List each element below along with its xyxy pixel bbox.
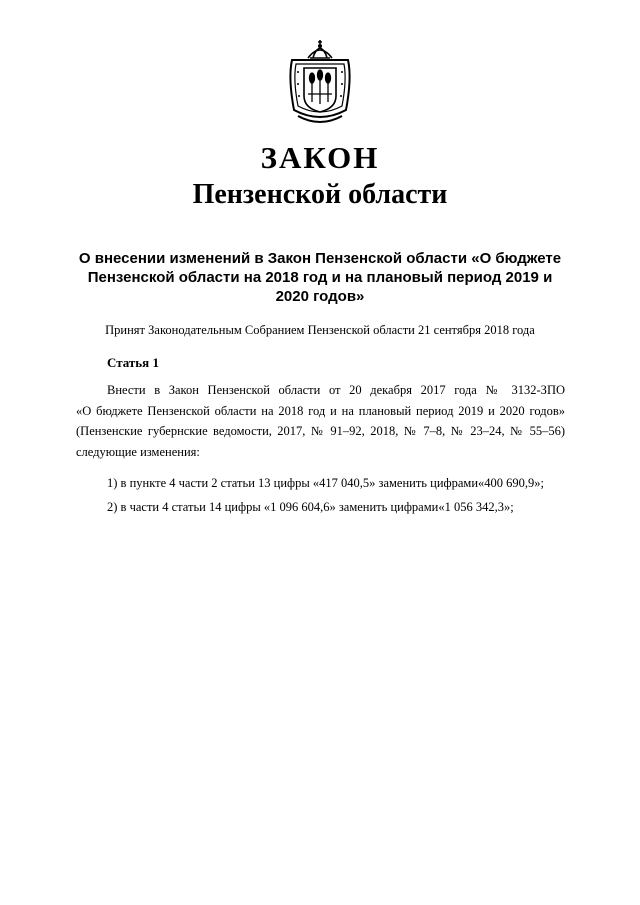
penza-coat-of-arms-icon [284,38,356,128]
amendment-item: 1) в пункте 4 части 2 статьи 13 цифры «417 040,5» заменить цифрами«400 690,9»; [107,476,544,490]
article-line: следующие изменения: [76,444,200,459]
amendment-item: 2) в части 4 статьи 14 цифры «1 096 604,6» заменить цифрами«1 056 342,3»; [107,500,514,514]
article-heading: Статья 1 [107,355,159,370]
adoption-note: Принят Законодательным Собранием Пензенской области 21 сентября 2018 года [105,323,535,337]
article-text [76,380,565,462]
article-line: «О бюджете Пензенской области на 2018 год и на плановый период 2019 и 2020 годов» [76,403,565,418]
law-subject: О внесении изменений в Закон Пензенской области «О бюджете Пензенской области на 2018 год и на плановый период 2019 и 2020 годов» [78,250,562,305]
article-line: (Пензенские губернские ведомости, 2017, № 91–92, 2018, № 7–8, № 23–24, № 55–56) [76,424,565,438]
article-line: Внести в Закон Пензенской области от 20 декабря 2017 года № 3132-ЗПО [107,383,565,397]
document-title: ЗАКОН [260,140,380,175]
document-region: Пензенской области [192,179,448,210]
